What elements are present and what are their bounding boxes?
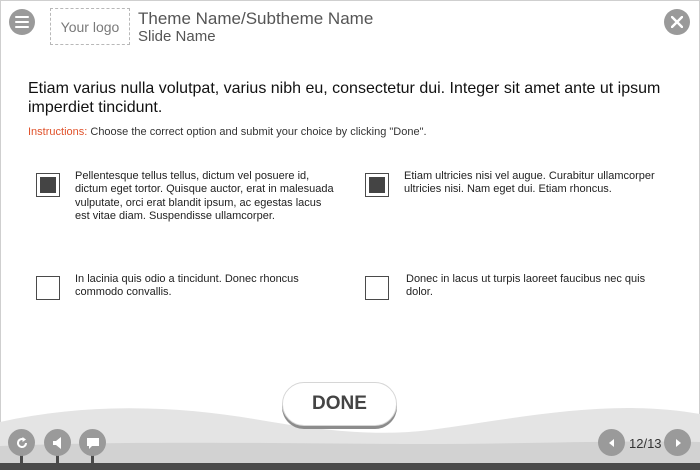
option-1-checkbox[interactable]	[36, 173, 60, 197]
audio-icon	[51, 436, 65, 450]
checkbox-checked-mark	[369, 177, 385, 193]
option-4-text: Donec in lacus ut turpis laoreet faucibus nec quis dolor.	[406, 273, 646, 299]
slide-name: Slide Name	[138, 28, 216, 45]
caption-icon	[86, 436, 100, 450]
option-4-checkbox[interactable]	[365, 276, 389, 300]
option-2-checkbox[interactable]	[365, 173, 389, 197]
instructions-text: Choose the correct option and submit your choice by clicking "Done".	[90, 126, 427, 138]
option-1-text: Pellentesque tellus tellus, dictum vel posuere id, dictum eget tortor. Quisque auctor, erat in malesuada vulputate, orci erat blandit ipsum, ac egestas lacus est vitae diam. Suspendisse ullamcorper.	[75, 170, 334, 222]
instructions	[28, 126, 427, 138]
replay-icon	[15, 436, 29, 450]
close-icon	[671, 16, 683, 28]
bottom-bar	[0, 463, 700, 470]
question-text: Etiam varius nulla volutpat, varius nibh eu, consectetur dui. Integer sit amet ante ut ipsum imperdiet tincidunt.	[28, 80, 661, 116]
bar-tick	[56, 455, 59, 470]
done-button[interactable]: DONE	[282, 382, 397, 426]
prev-icon	[607, 438, 617, 448]
menu-button[interactable]	[9, 9, 35, 35]
theme-name: Theme Name/Subtheme Name	[138, 9, 374, 28]
option-2-text: Etiam ultricies nisi vel augue. Curabitur ullamcorper ultricies nisi. Nam eget dui. Etiam rhoncus.	[404, 170, 655, 196]
option-3-checkbox[interactable]	[36, 276, 60, 300]
instructions-label: Instructions:	[28, 126, 88, 138]
next-button[interactable]	[664, 429, 691, 456]
option-3-text: In lacinia quis odio a tincidunt. Donec rhoncus commodo convallis.	[75, 273, 299, 299]
caption-button[interactable]	[79, 429, 106, 456]
replay-button[interactable]	[8, 429, 35, 456]
next-icon	[673, 438, 683, 448]
bar-tick	[20, 455, 23, 470]
audio-button[interactable]	[44, 429, 71, 456]
logo-placeholder	[50, 8, 130, 45]
checkbox-checked-mark	[40, 177, 56, 193]
bar-tick	[91, 455, 94, 470]
page-counter: 12/13	[629, 436, 662, 451]
close-button[interactable]	[664, 9, 690, 35]
hamburger-menu-icon	[15, 16, 29, 28]
prev-button[interactable]	[598, 429, 625, 456]
logo-text: Your logo	[60, 18, 120, 35]
